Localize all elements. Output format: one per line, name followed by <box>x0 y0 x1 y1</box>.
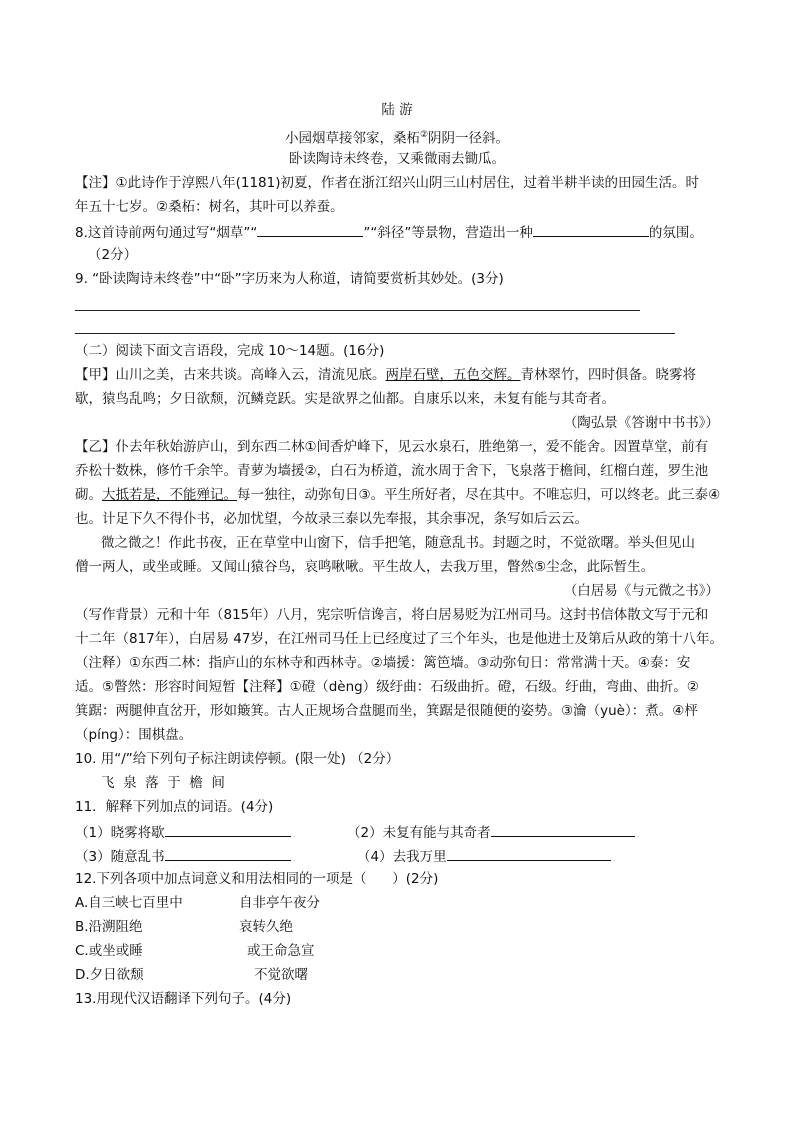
option-a[interactable]: A.自三峡七百里中 <box>75 895 183 911</box>
option-b[interactable]: B.沿溯阻绝 <box>75 919 143 935</box>
question-10: 10. 用“/”给下列句子标注朗读停顿。(限一处) （2分） <box>75 751 400 767</box>
passage-yi-line-1: 【乙】仆去年秋始游庐山，到东西二林①间香炉峰下，见云水泉石，胜绝第一，爱不能舍。因置草堂，前有 <box>75 439 709 455</box>
background-line-1: （写作背景）元和十年（815年）八月，宪宗听信谗言，将白居易贬为江州司马。这封书信体散文写于元和 <box>75 607 709 623</box>
answer-blank[interactable] <box>165 846 291 861</box>
note-mark: ② <box>419 130 429 140</box>
question-11: 11．解释下列加点的词语。(4分) <box>75 799 274 815</box>
question-11-item-3: （3）随意乱书 <box>75 846 291 866</box>
passage-yi-source: （白居易《与元微之书》） <box>563 583 719 599</box>
option-c-compare: 或王命急宣 <box>247 943 315 959</box>
answer-blank[interactable] <box>491 822 635 837</box>
annotation-line-3: 箕踞：两腿伸直岔开，形如簸箕。古人正规场合盘腿而坐，箕踞是很随便的姿势。③瀹（yuè）：煮。④枰 <box>75 703 698 719</box>
passage-yi-line-3: 砌。大抵若是，不能殚记。每一独往，动弥旬日③。平生所好者，尽在其中。不唯忘归，可以终老。此三泰④ <box>75 487 721 503</box>
note-line-2: 年五十七岁。②桑柘：树名，其叶可以养蚕。 <box>75 199 344 215</box>
passage-yi-line-5: 微之微之！作此书夜，正在草堂中山窗下，信手把笔，随意乱书。封题之时，不觉欲曙。举头但见山 <box>101 535 695 551</box>
option-d[interactable]: D.夕日欲颓 <box>75 967 144 983</box>
passage-yi-line-4: 也。计足下久不得仆书，必加忧望，今故录三泰以先奉报，其余事况，条写如后云云。 <box>75 511 588 527</box>
answer-blank[interactable] <box>165 822 291 837</box>
option-a-compare: 自非亭午夜分 <box>239 895 320 911</box>
passage-jia-line-2: 歇，猿鸟乱鸣；夕日欲颓，沉鳞竞跃。实是欲界之仙都。自康乐以来，未复有能与其奇者。 <box>75 391 615 407</box>
poem-author: 陆 游 <box>381 102 413 118</box>
option-b-compare: 哀转久绝 <box>239 919 293 935</box>
question-13: 13.用现代汉语翻译下列句子。(4分) <box>75 991 292 1007</box>
background-line-2: 十二年（817年），白居易 47岁，在江州司马任上已经度过了三个年头，也是他进士及第后从政的第十八年。 <box>75 631 723 647</box>
passage-yi-line-2: 乔松十数株，修竹千余竿。青萝为墙援②，白石为桥道，流水周于舍下，飞泉落于檐间，红榴白莲，罗生池 <box>75 463 709 479</box>
answer-blank-1[interactable] <box>257 222 363 237</box>
passage-yi-line-6: 僧一两人，或坐或睡。又闻山猿谷鸟，哀鸣啾啾。平生故人，去我万里，瞥然⑤尘念，此际暂生。 <box>75 559 655 575</box>
underlined-phrase: 大抵若是，不能殚记。 <box>102 487 237 503</box>
poem-line-2: 卧读陶诗未终卷，又乘微雨去锄瓜。 <box>289 151 505 167</box>
poem-line-1: 小园烟草接邻家，桑柘②阴阴一径斜。 <box>284 130 510 147</box>
section-2-header: （二）阅读下面文言语段，完成 10～14题。(16分) <box>75 343 385 359</box>
answer-blank-2[interactable] <box>533 222 649 237</box>
note-line-1: 【注】①此诗作于淳熙八年(1181)初夏，作者在浙江绍兴山阴三山村居住，过着半耕半读的田园生活。时 <box>75 175 699 191</box>
answer-line-1[interactable] <box>75 310 640 311</box>
question-12: 12.下列各项中加点词意义和用法相同的一项是（ ）(2分) <box>75 871 439 887</box>
question-8-score: （2分） <box>88 247 138 263</box>
option-c[interactable]: C.或坐或睡 <box>75 943 143 959</box>
passage-jia-line-1: 【甲】山川之美，古来共谈。高峰入云，清流见底。两岸石壁，五色交辉。青林翠竹，四时俱备。晓雾将 <box>75 367 696 383</box>
passage-jia-source: （陶弘景《答谢中书书》） <box>563 415 719 431</box>
question-11-item-1: （1）晓雾将歇 <box>75 822 291 842</box>
annotation-line-1: （注释）①东西二林：指庐山的东林寺和西林寺。②墙援：篱笆墙。③动弥旬日：常常满十天。④泰：安 <box>75 655 691 671</box>
underlined-phrase: 两岸石壁，五色交辉。 <box>385 367 521 383</box>
answer-line-2[interactable] <box>75 333 675 334</box>
question-10-sentence[interactable]: 飞 泉 落 于 檐 间 <box>101 775 225 791</box>
question-11-item-2: （2）未复有能与其奇者 <box>347 822 635 842</box>
question-8: 8.这首诗前两句通过写“烟草”“ ”“斜径”等景物，营造出一种 的氛围。 <box>75 222 703 242</box>
annotation-line-4: （píng）：围棋盘。 <box>75 727 193 743</box>
answer-blank[interactable] <box>447 846 611 861</box>
option-d-compare: 不觉欲曙 <box>254 967 308 983</box>
question-9: 9. “卧读陶诗未终卷”中“卧”字历来为人称道，请简要赏析其妙处。(3分) <box>75 271 504 287</box>
annotation-line-2: 适。⑤瞥然：形容时间短暂【注释】①磴（dèng）级纡曲：石级曲折。磴，石级。纡曲，弯曲、曲折。② <box>75 679 699 695</box>
question-11-item-4: （4）去我万里 <box>357 846 611 866</box>
